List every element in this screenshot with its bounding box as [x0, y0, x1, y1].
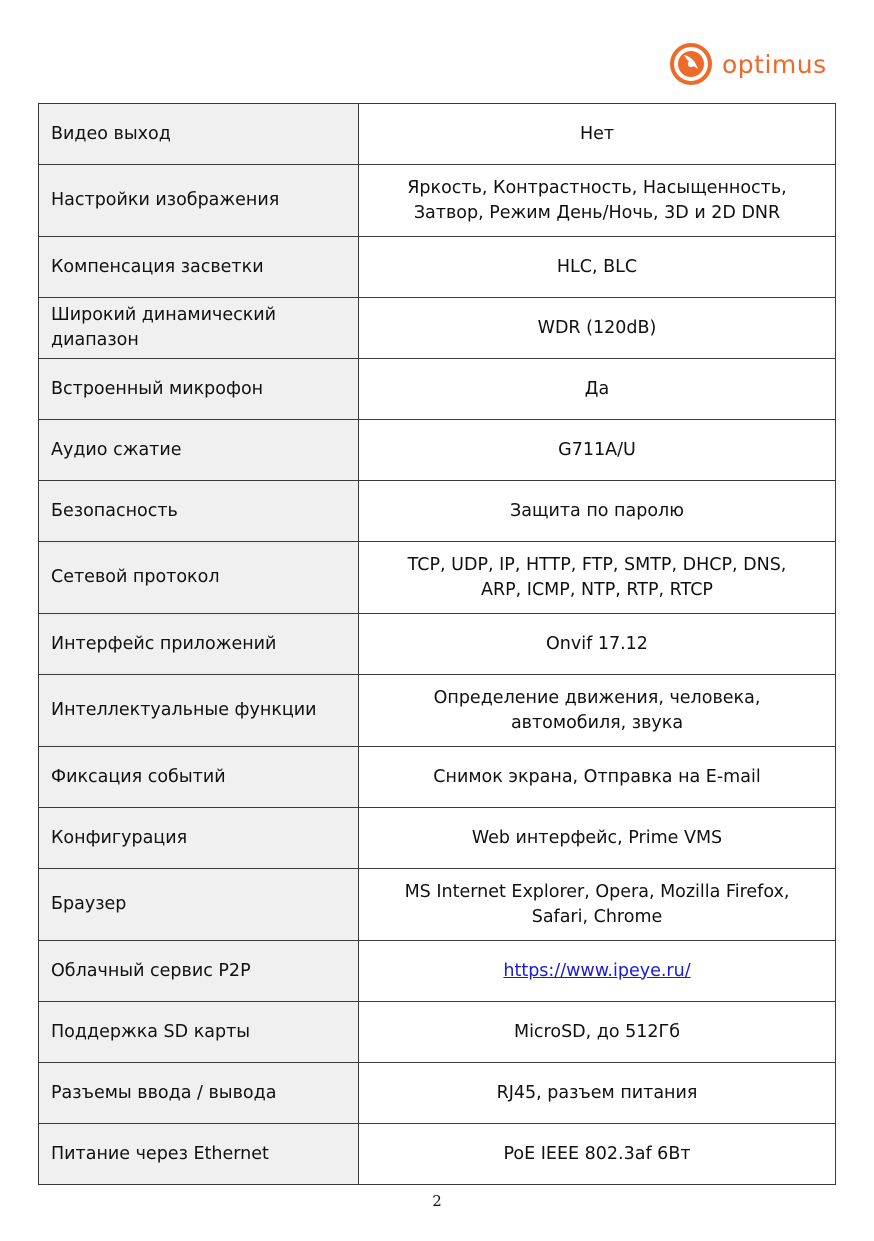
- spec-row: [39, 869, 836, 941]
- spec-label: Широкий динамический диапазон: [39, 298, 359, 359]
- brand-logo: [670, 42, 827, 86]
- spec-row: [39, 941, 836, 1002]
- spec-row: [39, 747, 836, 808]
- spec-row: [39, 1124, 836, 1185]
- brand-name: optimus: [722, 49, 827, 79]
- spec-label: Поддержка SD карты: [39, 1002, 359, 1063]
- spec-row: [39, 481, 836, 542]
- spec-value: G711A/U: [359, 420, 836, 481]
- spec-label: Настройки изображения: [39, 165, 359, 237]
- spec-row: [39, 1063, 836, 1124]
- spec-value: Web интерфейс, Prime VMS: [359, 808, 836, 869]
- spec-label: Встроенный микрофон: [39, 359, 359, 420]
- spec-label: Конфигурация: [39, 808, 359, 869]
- spec-label: Безопасность: [39, 481, 359, 542]
- spec-value: WDR (120dB): [359, 298, 836, 359]
- spec-label: Аудио сжатие: [39, 420, 359, 481]
- spec-label: Интеллектуальные функции: [39, 675, 359, 747]
- spec-row: [39, 237, 836, 298]
- cloud-service-link[interactable]: https://www.ipeye.ru/: [503, 960, 691, 981]
- spec-label: Сетевой протокол: [39, 542, 359, 614]
- spec-row: [39, 359, 836, 420]
- spec-label: Фиксация событий: [39, 747, 359, 808]
- spec-value: RJ45, разъем питания: [359, 1063, 836, 1124]
- spec-label: Разъемы ввода / вывода: [39, 1063, 359, 1124]
- spec-label: Браузер: [39, 869, 359, 941]
- spec-value: Защита по паролю: [359, 481, 836, 542]
- spec-value: HLC, BLC: [359, 237, 836, 298]
- optimus-logo-icon: [670, 43, 712, 85]
- spec-value: Определение движения, человека, автомобиля, звука: [359, 675, 836, 747]
- spec-value: Onvif 17.12: [359, 614, 836, 675]
- spec-value: Да: [359, 359, 836, 420]
- spec-row: [39, 298, 836, 359]
- spec-row: [39, 614, 836, 675]
- spec-row: [39, 104, 836, 165]
- spec-row: [39, 165, 836, 237]
- page-number: 2: [432, 1192, 442, 1210]
- spec-row: [39, 808, 836, 869]
- spec-value: Яркость, Контрастность, Насыщенность, Затвор, Режим День/Ночь, 3D и 2D DNR: [359, 165, 836, 237]
- spec-value: TCP, UDP, IP, HTTP, FTP, SMTP, DHCP, DNS, ARP, ICMP, NTP, RTP, RTCP: [359, 542, 836, 614]
- spec-value: PoE IEEE 802.3af 6Вт: [359, 1124, 836, 1185]
- spec-value: Снимок экрана, Отправка на E-mail: [359, 747, 836, 808]
- spec-label: Интерфейс приложений: [39, 614, 359, 675]
- spec-row: [39, 1002, 836, 1063]
- spec-label: Питание через Ethernet: [39, 1124, 359, 1185]
- spec-label: Видео выход: [39, 104, 359, 165]
- spec-value: MicroSD, до 512Гб: [359, 1002, 836, 1063]
- spec-row: [39, 542, 836, 614]
- spec-table: [38, 103, 836, 1185]
- spec-row: [39, 420, 836, 481]
- spec-row: [39, 675, 836, 747]
- spec-value: Нет: [359, 104, 836, 165]
- spec-label: Облачный сервис P2P: [39, 941, 359, 1002]
- spec-value: MS Internet Explorer, Opera, Mozilla Firefox, Safari, Chrome: [359, 869, 836, 941]
- spec-value: [359, 941, 836, 1002]
- spec-label: Компенсация засветки: [39, 237, 359, 298]
